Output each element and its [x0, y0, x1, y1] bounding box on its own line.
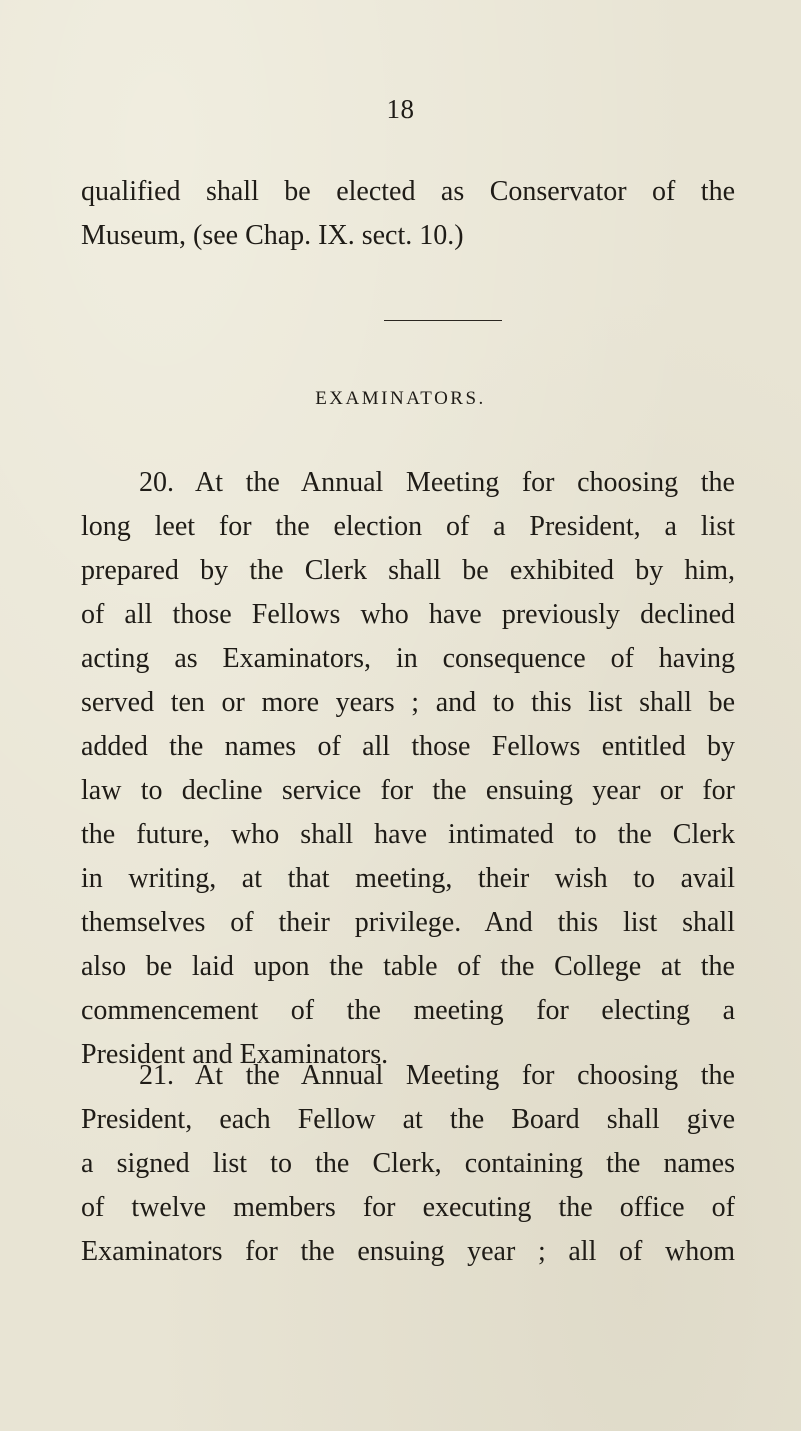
- text-line: themselves of their privilege. And this list shall: [81, 907, 735, 938]
- section-divider: [384, 320, 502, 321]
- text-line: added the names of all those Fellows entitled by: [81, 731, 735, 762]
- text-line: Museum, (see Chap. IX. sect. 10.): [81, 220, 464, 251]
- section-heading: EXAMINATORS.: [315, 388, 486, 409]
- text-line: of all those Fellows who have previously declined: [81, 599, 735, 630]
- text-line: acting as Examinators, in consequence of having: [81, 643, 735, 674]
- page-number: 18: [386, 94, 415, 124]
- text-line: President and Examinators.: [81, 1039, 389, 1070]
- text-line: commencement of the meeting for electing a: [81, 995, 735, 1026]
- paragraph-21: [81, 1054, 735, 1274]
- text-line: prepared by the Clerk shall be exhibited by him,: [81, 555, 735, 586]
- text-line: Examinators for the ensuing year ; all of whom: [81, 1236, 735, 1267]
- text-line: a signed list to the Clerk, containing the names: [81, 1148, 735, 1179]
- paragraph-20: [81, 461, 735, 1077]
- continuation-paragraph: [81, 170, 735, 258]
- text-line: law to decline service for the ensuing year or for: [81, 775, 735, 806]
- text-line: the future, who shall have intimated to the Clerk: [81, 819, 735, 850]
- text-line: long leet for the election of a President, a list: [81, 511, 735, 542]
- text-line: President, each Fellow at the Board shall give: [81, 1104, 735, 1135]
- text-line: 21. At the Annual Meeting for choosing the: [139, 1060, 735, 1091]
- text-line: 20. At the Annual Meeting for choosing the: [139, 467, 735, 498]
- text-line: served ten or more years ; and to this list shall be: [81, 687, 735, 718]
- text-line: of twelve members for executing the office of: [81, 1192, 735, 1223]
- text-line: qualified shall be elected as Conservator of the: [81, 176, 735, 207]
- text-line: also be laid upon the table of the College at the: [81, 951, 735, 982]
- text-line: in writing, at that meeting, their wish to avail: [81, 863, 735, 894]
